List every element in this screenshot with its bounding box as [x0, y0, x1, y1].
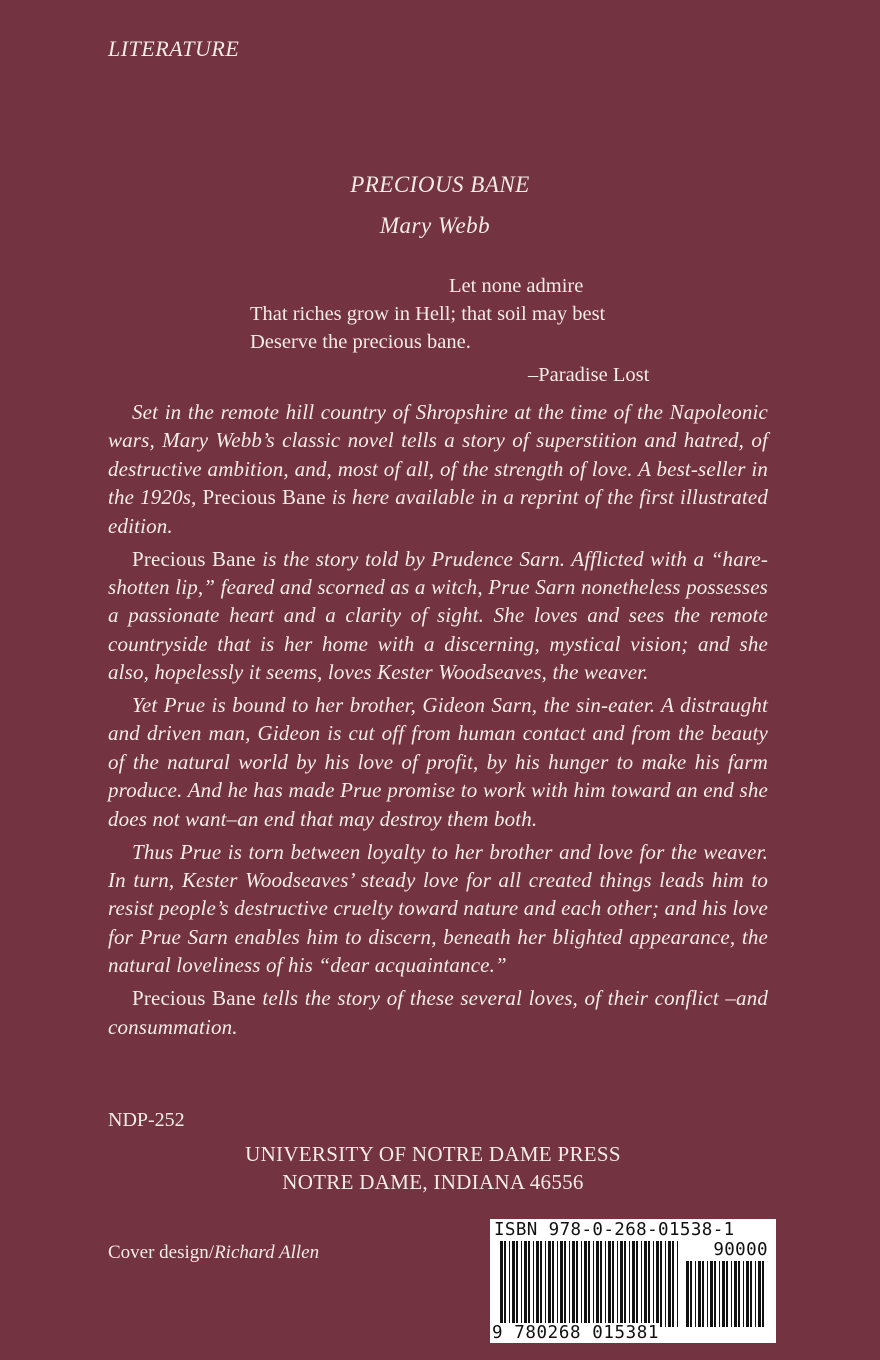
barcode-bar — [581, 1241, 582, 1327]
description-text: tells the story of these several loves, of their conflict –and consummation. — [108, 986, 768, 1039]
barcode-bar — [653, 1241, 654, 1327]
barcode-bar — [560, 1241, 563, 1327]
barcode-bar — [731, 1261, 732, 1327]
barcode-bar — [608, 1241, 611, 1327]
barcode-bar — [548, 1241, 551, 1327]
inline-title: Precious Bane — [132, 986, 256, 1011]
epigraph-attribution: –Paradise Lost — [528, 364, 650, 386]
barcode-bar — [690, 1261, 692, 1327]
category-label: LITERATURE — [108, 36, 240, 61]
barcode-bar — [569, 1241, 570, 1327]
barcode-bar — [738, 1261, 740, 1327]
barcode-bar — [702, 1261, 704, 1327]
cover-credit — [108, 1242, 319, 1264]
barcode-bar — [677, 1241, 678, 1327]
book-author: Mary Webb — [379, 213, 491, 238]
barcode-bar — [714, 1261, 716, 1327]
inline-title: Precious Bane — [202, 485, 326, 510]
description-paragraph — [108, 398, 768, 540]
barcode-bar — [593, 1241, 594, 1327]
barcode-bar — [758, 1261, 761, 1327]
description-text: Set in the remote hill country of Shropshire at the time of the Napoleonic wars, Mary Webb’s classic novel tells a story of superstition and hatred, of destructive ambition, and, most of all, of the strength of love. A best-seller in the 1920s, — [108, 400, 768, 510]
barcode-bar — [632, 1241, 635, 1327]
isbn-barcode — [490, 1219, 776, 1343]
barcode-bar — [686, 1261, 689, 1327]
barcode-bar — [521, 1241, 522, 1327]
barcode-bar — [540, 1241, 542, 1327]
isbn-label: ISBN 978-0-268-01538-1 — [494, 1220, 735, 1240]
cover-credit-name: Richard Allen — [214, 1242, 320, 1263]
barcode-bar — [629, 1241, 630, 1327]
publisher-block — [0, 1140, 866, 1196]
epigraph-line: Let none admire — [449, 275, 584, 297]
barcode-bar — [750, 1261, 752, 1327]
barcode-bar — [617, 1241, 618, 1327]
barcode-bar — [710, 1261, 713, 1327]
barcode-bar — [656, 1241, 659, 1327]
barcode-bar — [512, 1241, 515, 1327]
barcode-bar — [552, 1241, 554, 1327]
epigraph — [250, 272, 680, 389]
barcode-bar — [545, 1241, 546, 1327]
barcode-bar — [596, 1241, 599, 1327]
description-text: is here available in a reprint of the first illustrated edition. — [108, 485, 768, 538]
barcode-bar — [509, 1241, 510, 1327]
barcode-bar — [572, 1241, 575, 1327]
barcode-bar — [726, 1261, 728, 1327]
barcode-bar — [516, 1241, 518, 1327]
barcode-bar — [698, 1261, 701, 1327]
barcode-bar — [644, 1241, 647, 1327]
ean-digits: 9 780268 015381 — [492, 1323, 660, 1343]
barcode-bar — [755, 1261, 756, 1327]
barcode-bar — [636, 1241, 638, 1327]
barcode-bar — [588, 1241, 590, 1327]
barcode-bar — [695, 1261, 696, 1327]
description-paragraph: Yet Prue is bound to her brother, Gideon Sarn, the sin-eater. A distraught and driven man, Gideon is cut off from human contact and from the beauty of the natural world by his love of profit, by his hunger to make his farm produce. And he has made Prue promise to work with him toward an end she does not want–an end that may destroy them both. — [108, 693, 768, 831]
publisher-name: UNIVERSITY OF NOTRE DAME PRESS — [245, 1142, 621, 1166]
barcode-bar — [624, 1241, 626, 1327]
barcode-bar — [620, 1241, 623, 1327]
description-paragraph: Thus Prue is torn between loyalty to her brother and love for the weaver. In turn, Kester Woodseaves’ steady love for all created things leads him to resist people’s destructive cruelty toward nature and each other; and his love for Prue Sarn enables him to discern, beneath her blighted appearance, the natural loveliness of his “dear acquaintance.” — [108, 839, 768, 978]
barcode-bar — [707, 1261, 708, 1327]
epigraph-line: That riches grow in Hell; that soil may best — [250, 303, 606, 325]
cover-credit-label: Cover design/ — [108, 1242, 215, 1263]
series-code: NDP-252 — [108, 1109, 185, 1131]
barcode-bar — [762, 1261, 764, 1327]
barcode-bar — [533, 1241, 534, 1327]
barcode-bar — [734, 1261, 737, 1327]
barcode-bar — [600, 1241, 602, 1327]
publisher-address: NOTRE DAME, INDIANA 46556 — [282, 1170, 584, 1194]
barcode-bar — [584, 1241, 587, 1327]
barcode-bar — [668, 1241, 671, 1327]
barcode-bar — [576, 1241, 578, 1327]
price-code: 90000 — [713, 1240, 768, 1260]
book-description — [108, 398, 768, 1045]
barcode-bar — [719, 1261, 720, 1327]
barcode-bar — [672, 1241, 674, 1327]
addon-barcode-bars — [686, 1261, 768, 1327]
barcode-bar — [564, 1241, 566, 1327]
barcode-bar — [612, 1241, 614, 1327]
barcode-bar — [557, 1241, 558, 1327]
epigraph-line: Deserve the precious bane. — [250, 331, 471, 353]
barcode-bar — [536, 1241, 539, 1327]
barcode-bar — [746, 1261, 749, 1327]
book-title: PRECIOUS BANE — [350, 172, 530, 197]
barcode-bar — [660, 1241, 662, 1327]
description-paragraph — [108, 984, 768, 1041]
inline-title: Precious Bane — [132, 546, 256, 571]
description-paragraph — [108, 545, 768, 687]
ean-barcode-bars — [500, 1241, 680, 1327]
barcode-bar — [500, 1241, 503, 1327]
barcode-bar — [504, 1241, 506, 1327]
barcode-bar — [641, 1241, 642, 1327]
barcode-bar — [648, 1241, 650, 1327]
barcode-bar — [743, 1261, 744, 1327]
barcode-bar — [722, 1261, 725, 1327]
barcode-bar — [605, 1241, 606, 1327]
barcode-bar — [528, 1241, 530, 1327]
barcode-bar — [665, 1241, 666, 1327]
barcode-bar — [524, 1241, 527, 1327]
description-text: is the story told by Prudence Sarn. Afflicted with a “hare-shotten lip,” feared and scorned as a witch, Prue Sarn nonetheless possesses a passionate heart and a clarity of sight. She loves and sees the remote countryside that is her home with a discerning, mystical vision; and she also, hopelessly it seems, loves Kester Woodseaves, the weaver. — [108, 546, 768, 685]
